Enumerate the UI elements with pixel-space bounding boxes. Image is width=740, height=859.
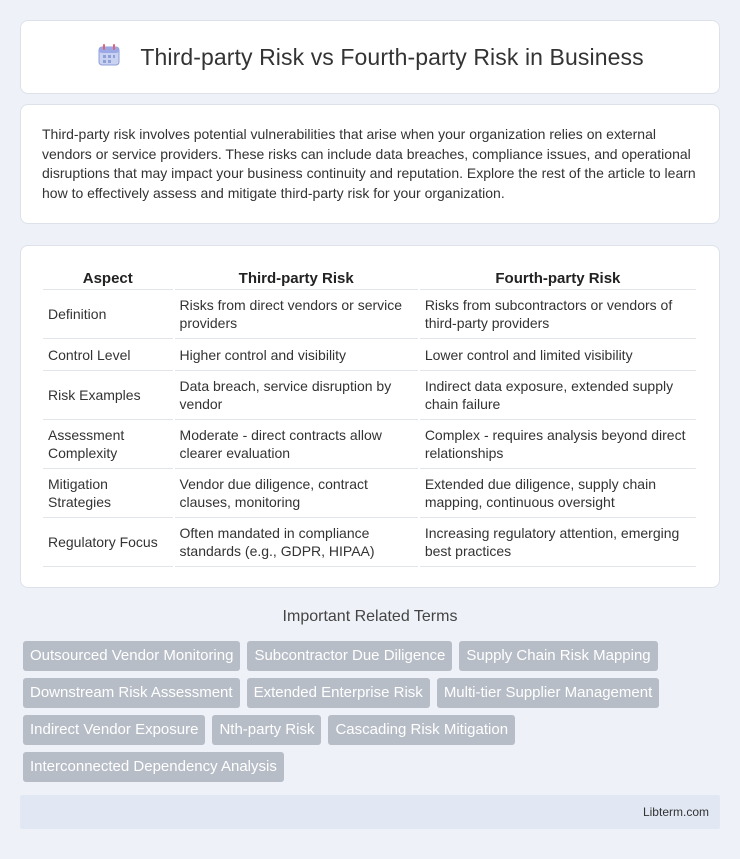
table-cell: Definition xyxy=(43,290,173,339)
table-cell: Data breach, service disruption by vendor xyxy=(175,371,418,420)
related-term-tag[interactable]: Outsourced Vendor Monitoring xyxy=(23,641,240,671)
related-terms-list xyxy=(23,641,723,782)
column-header-third-party: Third-party Risk xyxy=(175,266,418,290)
table-row xyxy=(43,420,696,469)
table-cell: Increasing regulatory attention, emerging best practices xyxy=(420,518,696,567)
calendar-icon xyxy=(96,42,122,73)
footer-site-link[interactable]: Libterm.com xyxy=(642,805,709,819)
table-cell: Risks from subcontractors or vendors of third-party providers xyxy=(420,290,696,339)
column-header-fourth-party: Fourth-party Risk xyxy=(420,266,696,290)
table-cell: Regulatory Focus xyxy=(43,518,173,567)
table-row xyxy=(43,339,696,371)
intro-card xyxy=(20,104,720,224)
table-cell: Risk Examples xyxy=(43,371,173,420)
related-term-tag[interactable]: Extended Enterprise Risk xyxy=(247,678,430,708)
table-row xyxy=(43,469,696,518)
header-card xyxy=(20,20,720,94)
table-row xyxy=(43,290,696,339)
table-cell: Higher control and visibility xyxy=(175,339,418,371)
table-cell: Moderate - direct contracts allow clearer evaluation xyxy=(175,420,418,469)
table-cell: Extended due diligence, supply chain mapping, continuous oversight xyxy=(420,469,696,518)
related-term-tag[interactable]: Supply Chain Risk Mapping xyxy=(459,641,657,671)
comparison-table-card xyxy=(20,245,720,588)
comparison-table xyxy=(41,266,698,567)
table-cell: Complex - requires analysis beyond direct relationships xyxy=(420,420,696,469)
related-term-tag[interactable]: Downstream Risk Assessment xyxy=(23,678,240,708)
related-term-tag[interactable]: Interconnected Dependency Analysis xyxy=(23,752,284,782)
related-terms-heading: Important Related Terms xyxy=(282,608,458,625)
page-title: Third-party Risk vs Fourth-party Risk in Business xyxy=(140,43,644,70)
table-cell: Mitigation Strategies xyxy=(43,469,173,518)
table-cell: Risks from direct vendors or service providers xyxy=(175,290,418,339)
related-term-tag[interactable]: Indirect Vendor Exposure xyxy=(23,715,205,745)
column-header-aspect: Aspect xyxy=(43,266,173,290)
table-cell: Assessment Complexity xyxy=(43,420,173,469)
table-cell: Often mandated in compliance standards (e.g., GDPR, HIPAA) xyxy=(175,518,418,567)
intro-paragraph: Third-party risk involves potential vulnerabilities that arise when your organization relies on external vendors or service providers. These risks can include data breaches, compliance issues, and operational disruptions that may impact your business continuity and reputation. Explore the rest of the article to learn how to effectively assess and mitigate third-party risk for your organization. xyxy=(42,126,696,201)
footer xyxy=(20,795,720,829)
table-cell: Vendor due diligence, contract clauses, monitoring xyxy=(175,469,418,518)
related-term-tag[interactable]: Cascading Risk Mitigation xyxy=(328,715,515,745)
related-term-tag[interactable]: Nth-party Risk xyxy=(212,715,321,745)
related-term-tag[interactable]: Multi-tier Supplier Management xyxy=(437,678,659,708)
table-row xyxy=(43,371,696,420)
table-cell: Control Level xyxy=(43,339,173,371)
table-cell: Lower control and limited visibility xyxy=(420,339,696,371)
table-header-row xyxy=(43,266,696,290)
related-term-tag[interactable]: Subcontractor Due Diligence xyxy=(247,641,452,671)
table-row xyxy=(43,518,696,567)
table-cell: Indirect data exposure, extended supply chain failure xyxy=(420,371,696,420)
